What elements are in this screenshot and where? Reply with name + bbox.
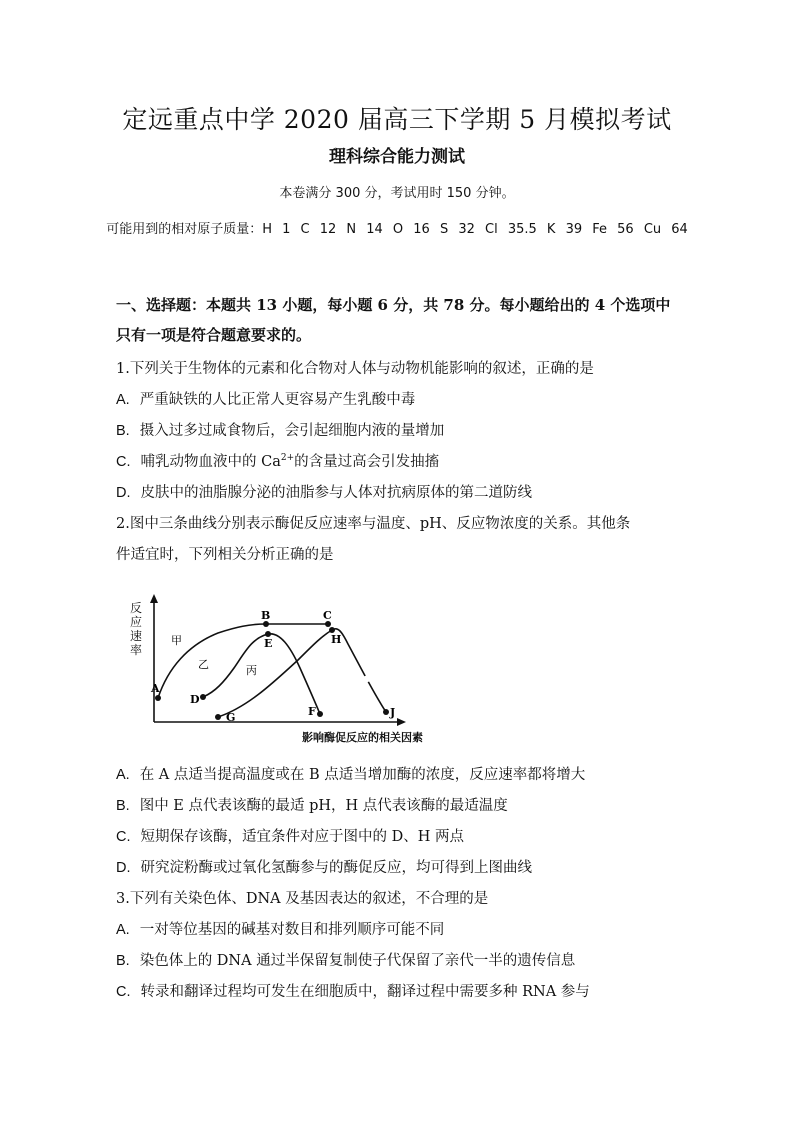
q2-option-c: [116, 825, 696, 846]
point-a: [155, 695, 161, 701]
q1-option-b: [116, 419, 696, 440]
point-label-e: E: [264, 637, 273, 650]
point-j: [383, 709, 389, 715]
x-axis-arrow: [397, 718, 406, 726]
curve-label-yi: 乙: [198, 658, 209, 671]
q1-option-a: [116, 388, 696, 409]
option-letter: B.: [116, 953, 130, 969]
y-axis-arrow: [150, 594, 158, 603]
curve-yi: [203, 634, 320, 714]
q2-option-a-text: 在 A 点适当提高温度或在 B 点适当增加酶的浓度，反应速率都将增大: [139, 767, 586, 783]
option-letter: D.: [116, 485, 131, 501]
q3-option-c: [116, 980, 696, 1001]
option-letter: C.: [116, 454, 131, 470]
point-label-c: C: [323, 609, 332, 622]
q1-option-d-text: 皮肤中的油脂腺分泌的油脂参与人体对抗病原体的第二道防线: [140, 485, 532, 501]
q3-option-a: [116, 918, 696, 939]
point-d: [200, 694, 206, 700]
q3-option-a-text: 一对等位基因的碱基对数目和排列顺序可能不同: [139, 922, 445, 938]
q3-option-b: [116, 949, 696, 970]
q2-stem-line2: 件适宜时，下列相关分析正确的是: [116, 547, 334, 563]
curve-gap: [365, 676, 368, 682]
q1-option-c-text-pre: 哺乳动物血液中的 Ca: [140, 454, 281, 470]
enzyme-rate-figure: [118, 590, 448, 750]
point-label-a: A: [151, 682, 160, 695]
exam-title: 定远重点中学 2020 届高三下学期 5 月模拟考试: [122, 105, 672, 134]
curve-jia: [158, 624, 328, 698]
point-label-b: B: [261, 609, 271, 622]
q1-option-c-text-post: 的含量过高会引发抽搐: [294, 454, 440, 470]
point-label-g: G: [226, 711, 236, 724]
score-note: 本卷满分 300 分，考试用时 150 分钟。: [279, 186, 515, 201]
q1-option-b-text: 摄入过多过咸食物后，会引起细胞内液的量增加: [139, 423, 445, 439]
curve-label-jia: 甲: [171, 634, 182, 647]
q2-option-a: [116, 763, 696, 784]
q3-stem: 3.下列有关染色体、DNA 及基因表达的叙述，不合理的是: [116, 891, 489, 907]
point-label-d: D: [190, 693, 200, 706]
exam-subtitle: 理科综合能力测试: [329, 147, 465, 167]
q1-option-c: [116, 450, 696, 471]
atomic-masses-note: 可能用到的相对原子质量：H 1 C 12 N 14 O 16 S 32 Cl 35.5 K 39 Fe 56 Cu 64: [106, 222, 688, 237]
option-letter: C.: [116, 829, 131, 845]
option-letter: C.: [116, 984, 131, 1000]
q2-option-b: [116, 794, 696, 815]
q1-option-c-superscript: 2+: [280, 453, 295, 464]
q1-option-d: [116, 481, 696, 502]
curve-label-bing: 丙: [246, 664, 257, 677]
option-letter: B.: [116, 423, 130, 439]
q2-option-c-text: 短期保存该酶，适宜条件对应于图中的 D、H 两点: [140, 829, 464, 845]
q3-option-c-text: 转录和翻译过程均可发生在细胞质中，翻译过程中需要多种 RNA 参与: [140, 984, 590, 1000]
option-letter: A.: [116, 392, 130, 408]
option-letter: D.: [116, 860, 131, 876]
point-label-h: H: [331, 633, 342, 646]
section-heading-line1: 一、选择题：本题共 13 小题，每小题 6 分，共 78 分。每小题给出的 4 个选项中: [116, 296, 671, 314]
q1-option-a-text: 严重缺铁的人比正常人更容易产生乳酸中毒: [139, 392, 416, 408]
section-heading-line2: 只有一项是符合题意要求的。: [116, 326, 312, 344]
point-label-f: F: [308, 705, 316, 718]
q2-option-b-text: 图中 E 点代表该酶的最适 pH，H 点代表该酶的最适温度: [139, 798, 508, 814]
point-label-j: J: [390, 706, 396, 719]
q2-option-d-text: 研究淀粉酶或过氧化氢酶参与的酶促反应，均可得到上图曲线: [140, 860, 532, 876]
y-axis-label: 反 应 速 率: [130, 601, 143, 657]
point-g: [215, 714, 221, 720]
q1-stem: 1.下列关于生物体的元素和化合物对人体与动物机能影响的叙述，正确的是: [116, 361, 594, 377]
q2-option-d: [116, 856, 696, 877]
x-axis-label: 影响酶促反应的相关因素: [302, 731, 423, 744]
q2-stem-line1: 2.图中三条曲线分别表示酶促反应速率与温度、pH、反应物浓度的关系。其他条: [116, 516, 631, 532]
q3-option-b-text: 染色体上的 DNA 通过半保留复制使子代保留了亲代一半的遗传信息: [139, 953, 576, 969]
option-letter: A.: [116, 767, 130, 783]
option-letter: A.: [116, 922, 130, 938]
point-f: [317, 711, 323, 717]
option-letter: B.: [116, 798, 130, 814]
